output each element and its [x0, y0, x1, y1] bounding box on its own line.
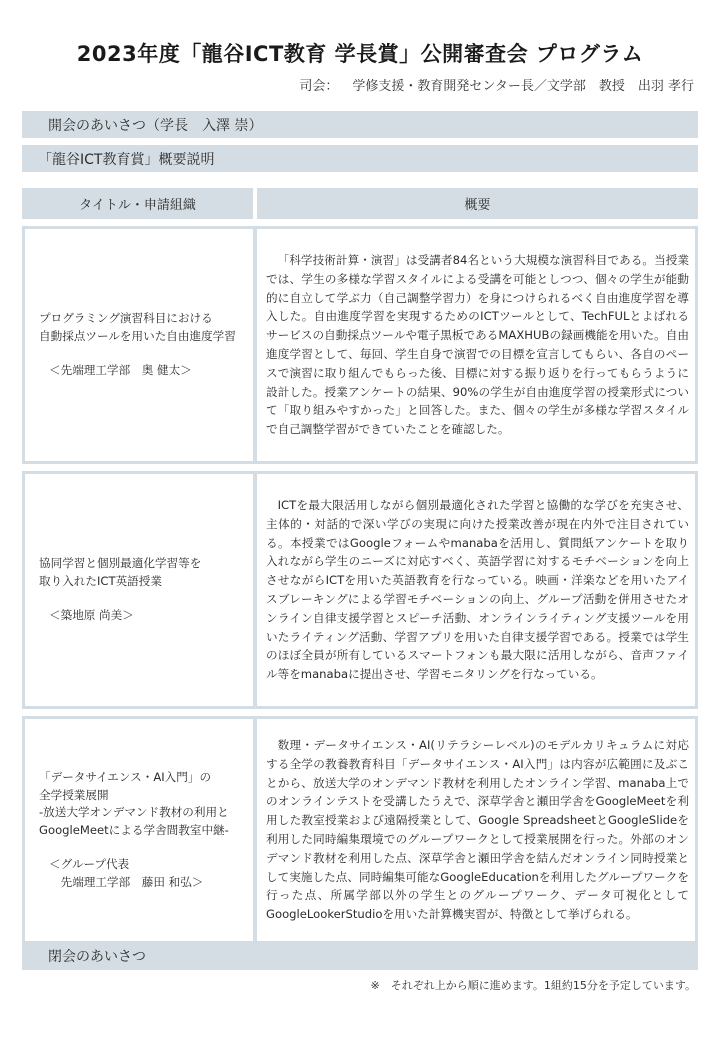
row-presenter: ＜グループ代表 先端理工学部 藤田 和弘＞ [49, 857, 204, 889]
row-title-cell [25, 474, 253, 706]
closing-remarks-band [22, 942, 698, 970]
page-title: 2023年度「龍谷ICT教育 学長賞」公開審査会 プログラム [76, 42, 644, 66]
row-title: 協同学習と個別最適化学習等を 取り入れたICT英語授業 [39, 556, 202, 588]
overview-text: 「龍谷ICT教育賞」概要説明 [38, 151, 215, 168]
row-summary: 「科学技術計算・演習」は受講者84名という大規模な演習科目である。当授業では、学生の多様な学習スタイルによる受講を可能としつつ、個々の学生が能動的に自立して学ぶ力（自己調整学習力）を身につけられるべく自由進度学習を導入した。自由進度学習を実現するためのICTツールとして、TechFULとよばれるサービスの自動採点ツールや電子黒板であるMAXHUBの録画機能を用いた。自由進度学習として、毎回、学生自身で演習での目標を宣言してもらい、各自のペースで演習に取り組んでもらった後、目標に対する振り返りを行ってもらうように設計した。授業アンケートの結果、90%の学生が自由進度学習の授業形式について「取り組みやすかった」と回答した。また、個々の学生が多様な学習スタイルで自己調整学習ができていたことを確認した。 [266, 253, 689, 437]
header-title-org: タイトル・申請組織 [22, 188, 253, 219]
row-summary-cell [257, 229, 695, 461]
moderator-name: 学修支援・教育開発センター長／文学部 教授 出羽 孝行 [352, 79, 694, 94]
row-summary-cell [257, 719, 695, 941]
row-title: 「データサイエンス・AI入門」の 全学授業展開 -放送大学オンデマンド教材の利用と GoogleMeetによる学舎間教室中継- [39, 770, 229, 837]
opening-remarks-band [22, 111, 698, 138]
closing-remarks-text: 閉会のあいさつ [48, 949, 146, 965]
row-presenter: ＜先端理工学部 奥 健太＞ [49, 363, 192, 378]
moderator-label: 司会： [299, 79, 339, 94]
overview-band [22, 145, 698, 172]
row-summary: 数理・データサイエンス・AI(リテラシーレベル)のモデルカリキュラムに対応する全学の教養教育科目「データサイエンス・AI入門」は内容が広範囲に及ぶことから、放送大学のオンデマンド教材を利用したオンライン学習、manaba上でのオンラインテストを受講したうえで、深草学舎と瀬田学舎をGoogleMeetを利用した教室授業および遠隔授業として、Google SpreadsheetとGoogleSlideを利用した同時編集環境でのグループワークとして授業展開を行った。外部のオンデマンド教材を利用した点、深草学舎と瀬田学舎を結んだオンライン同時授業として実施した点、同時編集可能なGoogleEducationを利用したグループワークを行った点、所属学部以外の学生とのグループワーク、データ可視化としてGoogleLookerStudioを用いた計算機実習が、特徴として挙げられる。 [266, 738, 689, 922]
row-title: プログラミング演習科目における 自動採点ツールを用いた自由進度学習 [39, 311, 236, 343]
table-row [22, 716, 698, 944]
header-summary: 概要 [257, 188, 698, 219]
table-header [22, 188, 698, 219]
opening-remarks-text: 開会のあいさつ（学長 入澤 崇） [48, 117, 263, 134]
footnote: ※ それぞれ上から順に進めます。1組約15分を予定しています。 [370, 979, 696, 992]
table-row [22, 471, 698, 709]
row-summary: ICTを最大限活用しながら個別最適化された学習と協働的な学びを充実させ、主体的・対話的で深い学びの実現に向けた授業改善が現在内外で注目されている。本授業ではGoogleフォームやmanabaを活用し、質問紙アンケートを取り入れながら学生のニーズに対応すべく、英語学習に対するモチベーションを向上させながらICTを用いた英語教育を行なっている。映画・洋楽などを用いたアイスブレーキングによる学習モチベーションの向上、グループ活動を併用させたオンライン自律支援学習とスピーチ活動、オンラインライティング支援ツールを用いたライティング活動、学習アプリを用いた自律支援学習である。授業では学生のほぼ全員が所有しているスマートフォンも最大限に活用しながら、音声ファイル等をmanabaに提出させ、学習モニタリングを行なっている。 [266, 498, 689, 682]
row-title-cell [25, 229, 253, 461]
row-summary-cell [257, 474, 695, 706]
row-presenter: ＜築地原 尚美＞ [49, 608, 134, 623]
row-title-cell [25, 719, 253, 941]
moderator-line [299, 75, 694, 94]
program-table [22, 188, 698, 951]
table-row [22, 226, 698, 464]
